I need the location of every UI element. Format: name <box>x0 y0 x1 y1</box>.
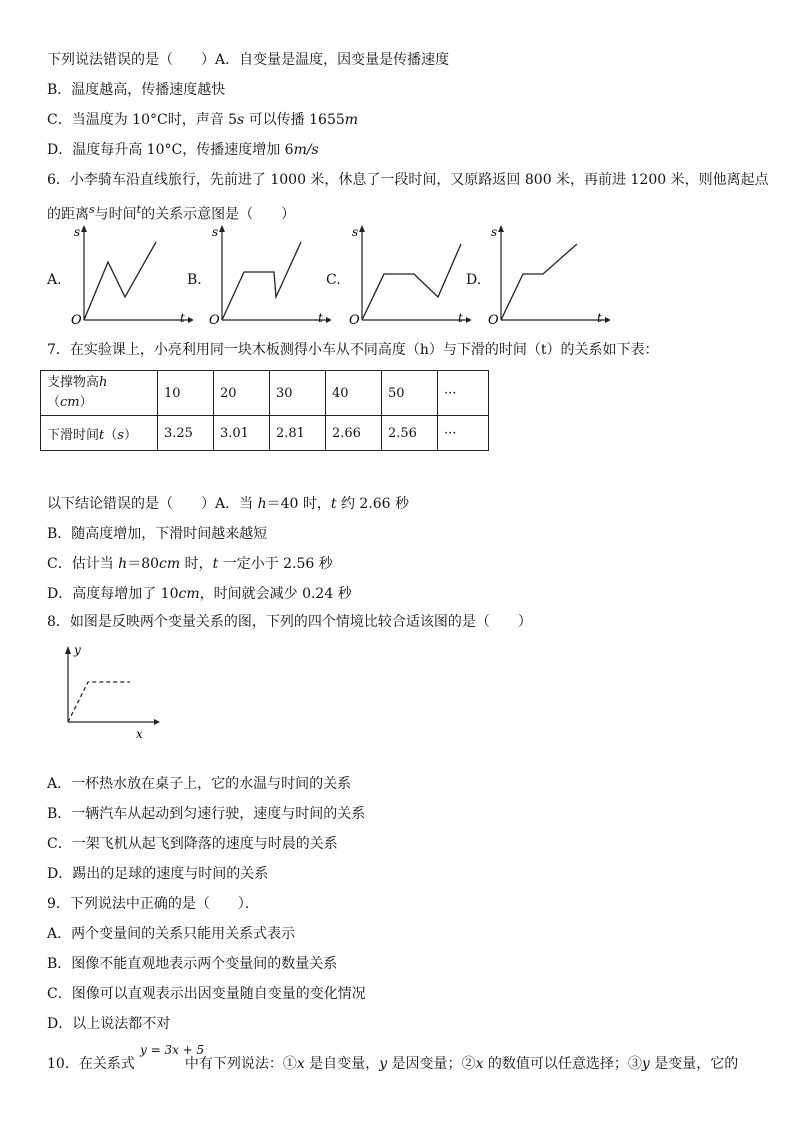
q8-option-d: D．踢出的足球的速度与时间的关系 <box>47 866 269 882</box>
table-row <box>41 416 489 451</box>
q5-option-b: B．温度越高，传播速度越快 <box>47 82 226 98</box>
q6-graph-c-axis-x: t <box>458 311 463 325</box>
q7-table <box>40 370 489 451</box>
q6-graph-b-origin: O <box>209 313 220 328</box>
q6-graph-b-axis-y: s <box>212 225 219 239</box>
q10-formula: y = 3x + 5 <box>140 1043 205 1057</box>
q8-axis-y: y <box>74 643 81 657</box>
table-cell: 2.56 <box>382 416 438 451</box>
q8-stem: 8．如图是反映两个变量关系的图，下列的四个情境比较合适该图的是（ ） <box>47 614 532 630</box>
q8-option-c: C．一架飞机从起飞到降落的速度与时晨的关系 <box>47 836 338 852</box>
table-cell: ··· <box>438 371 489 416</box>
q6-graph-c-origin: O <box>349 313 360 328</box>
q10-stem: 10．在关系式 中有下列说法：①x 是自变量，y 是因变量；②x 的数值可以任意选择；③y 是变量，它的 <box>47 1056 739 1072</box>
table-cell: 3.25 <box>158 416 214 451</box>
q8-axis-x: x <box>136 727 143 741</box>
q6-graph-a <box>68 222 193 330</box>
q8-option-b: B．一辆汽车从起动到匀速行驶，速度与时间的关系 <box>47 806 366 822</box>
table-cell: 3.01 <box>214 416 270 451</box>
table-cell: 10 <box>158 371 214 416</box>
table-cell: 50 <box>382 371 438 416</box>
q6-graph-a-label: A. <box>47 272 62 288</box>
q6-graph-d-label: D. <box>466 272 482 288</box>
q8-graph <box>58 642 163 742</box>
table-cell: ··· <box>438 416 489 451</box>
table-cell: 30 <box>270 371 326 416</box>
q6-graph-c-axis-y: s <box>352 225 359 239</box>
q6-graph-d-axis-y: s <box>491 225 498 239</box>
q6-graph-c <box>346 222 471 330</box>
table-cell: 2.66 <box>326 416 382 451</box>
q6-graph-a-origin: O <box>71 313 82 328</box>
q7-option-b: B．随高度增加，下滑时间越来越短 <box>47 526 268 542</box>
q6-graph-d-axis-x: t <box>597 311 602 325</box>
table-cell: 40 <box>326 371 382 416</box>
q6-graph-b-label: B. <box>187 272 202 288</box>
q9-option-a: A．两个变量间的关系只能用关系式表示 <box>47 926 296 942</box>
q6-graph-a-axis-x: t <box>180 311 185 325</box>
q6-graph-c-label: C. <box>326 272 341 288</box>
q7-stem: 7．在实验课上，小亮利用同一块木板测得小车从不同高度（h）与下滑的时间（t）的关系如下表： <box>47 342 659 358</box>
q6-graph-d <box>485 222 610 330</box>
q9-option-d: D．以上说法都不对 <box>47 1016 171 1032</box>
q9-stem: 9．下列说法中正确的是（ ）． <box>47 896 259 912</box>
q6-graph-b <box>206 222 331 330</box>
q6-graph-a-axis-y: s <box>74 225 81 239</box>
q5-option-c: C．当温度为 10°C时，声音 5s 可以传播 1655m <box>47 112 359 128</box>
q6-stem-line2: 的距离$^s$与时间$^t$的关系示意图是（ ） <box>47 203 296 223</box>
q7-option-c: C．估计当 h＝80cm 时，t 一定小于 2.56 秒 <box>47 556 333 572</box>
table-row <box>41 371 489 416</box>
q7-option-d: D．高度每增加了 10cm，时间就会减少 0.24 秒 <box>47 586 352 602</box>
table-header-time: 下滑时间t（s） <box>41 416 158 451</box>
q6-graph-b-axis-x: t <box>318 311 323 325</box>
table-cell: 20 <box>214 371 270 416</box>
q9-option-b: B．图像不能直观地表示两个变量间的数量关系 <box>47 956 338 972</box>
q7-option-a: 以下结论错误的是（ ）A．当 h＝40 时，t 约 2.66 秒 <box>47 496 410 512</box>
q6-graph-d-origin: O <box>488 313 499 328</box>
q8-option-a: A．一杯热水放在桌子上，它的水温与时间的关系 <box>47 776 352 792</box>
q9-option-c: C．图像可以直观表示出因变量随自变量的变化情况 <box>47 986 366 1002</box>
q6-stem-line1: 6．小李骑车沿直线旅行，先前进了 1000 米，休息了一段时间，又原路返回 800 米，再前进 1200 米，则他离起点 <box>47 172 769 188</box>
table-header-height: 支撑物高h （cm） <box>41 371 158 416</box>
q5-stem: 下列说法错误的是（ ）A．自变量是温度，因变量是传播速度 <box>47 52 450 68</box>
q5-option-d: D．温度每升高 10°C，传播速度增加 6m/s <box>47 142 319 158</box>
table-cell: 2.81 <box>270 416 326 451</box>
